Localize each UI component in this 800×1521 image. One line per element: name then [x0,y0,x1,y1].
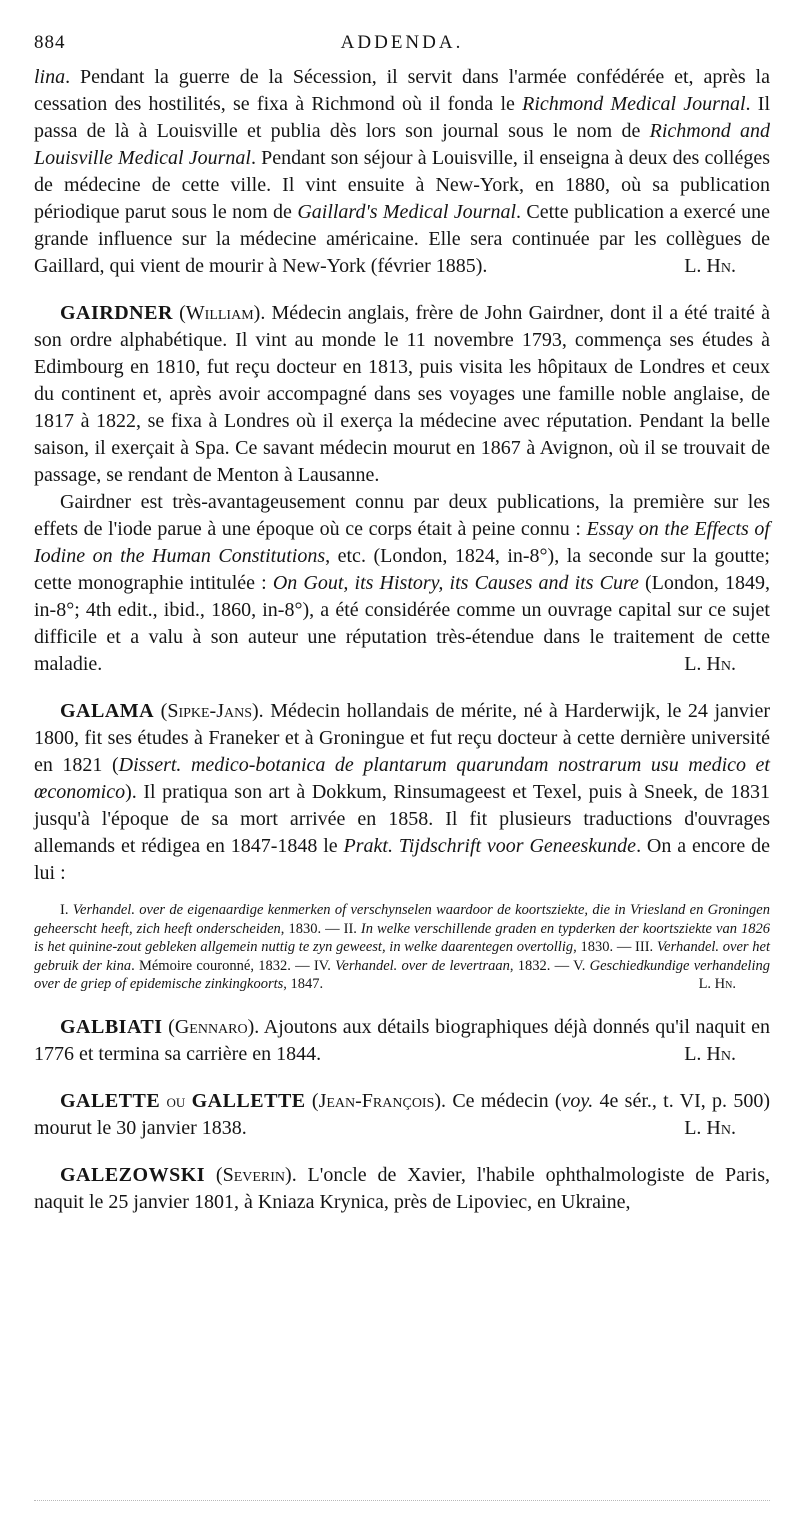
entry-forename: (Jean-François) [311,1089,442,1112]
journal-title: Gaillard's Medical Journal [297,201,517,223]
page-bottom-edge [34,1500,770,1502]
entry-headword-conjunction: ou [166,1090,186,1111]
book-title: On Gout, its History, its Causes and its Cure [272,572,639,594]
entry-forename: (Sipke-Jans) [160,700,259,722]
entry-forename: (William) [179,302,261,324]
dissertation-title: Dissert. medico-botanica de plantarum quarundam nostrarum usu medico et œconomico [34,754,770,803]
bibliography-title: Verhandel. over de levertraan [335,957,510,974]
bibliography-text: , 1847. [283,976,324,993]
cross-reference: voy. [561,1089,594,1112]
entry-gairdner-paragraph-2 [34,489,770,678]
entry-gairdner [34,300,770,489]
entry-text: . L'oncle de Xavier, l'habile ophthalmologiste de Paris, naquit le 25 janvier 1801, à Kniaza Krynica, près de Lipoviec, en Ukraine, [34,1163,771,1213]
entry-headword: GALEZOWSKI [60,1163,206,1186]
entry-galette [34,1088,770,1142]
bibliography-text: . Mémoire couronné, 1832. — IV. [131,957,336,974]
running-head: ADDENDA. [340,32,464,53]
entry-galama [34,698,770,887]
author-signature: L. Hn. [684,1116,736,1139]
author-signature: L. Hn. [684,1042,736,1065]
bibliography-title: Verhandel. over de eigenaardige kenmerken of verschynselen waardoor de koortsziekte, die in Vriesland en Groningen geheerscht heeft, zich heeft onderscheiden [34,902,770,937]
entry-text: . Cette publication a exercé une grande influence sur la médecine américaine. Elle sera continuée par les collègues de Gaillard, qui vient de mourir à New-York (février 1885). [34,201,771,277]
entry-text: Gairdner est très-avantageusement connu par deux publications, la première sur les effets de l'iode parue à une époque où ce corps était à peine connu : [34,491,770,540]
entry-text: . Médecin hollandais de mérite, né à Harderwijk, le 24 janvier 1800, fit ses études à Franeker et à Groningue et fut reçu docteur à cette dernière université en 1821 ( [34,700,770,776]
page-header [34,32,770,56]
entry-text: . Ajoutons aux détails biographiques déjà donnés qu'il naquit en 1776 et termina sa carrière en 1844. [34,1015,771,1065]
bibliography-text: , 1830. — III. [573,939,657,956]
bibliography-title: Geschiedkundige verhandeling over de griep of epidemische zinkingkoorts [34,957,770,993]
entry-text: . Pendant son séjour à Louisville, il enseigna à deux des colléges de médecine de cette ville. Il vint ensuite à New-York, en 1880, où sa publication périodique parut sous le nom de [34,147,770,223]
author-signature: L. Hn. [684,653,736,675]
bibliography-text: , 1832. — V. [509,957,590,974]
page-body [34,64,770,1216]
entry-text: 4e sér., t. VI, p. 500) mourut le 30 janvier 1838. [34,1089,771,1139]
entry-text: . Il passa de là à Louisville et publia dès lors son journal sous le nom de [34,93,770,142]
entry-headword: GALBIATI [60,1015,163,1038]
entry-forename: (Severin) [215,1163,292,1186]
entry-galbiati [34,1014,770,1068]
entry-gaillard-continued [34,64,770,280]
journal-title: Prakt. Tijdschrift voor Geneeskunde [343,835,637,857]
entry-text: , etc. (London, 1824, in-8°), la seconde sur la goutte; cette monographie intitulée : [34,545,770,594]
bibliography-text: I. [60,902,73,918]
bibliography-title: In welke verschillende graden en typderken der koortsziekte van 1826 is het quinine-zout gebleken allgemein nuttig te zyn geweest, in welke daarentegen overtollig [34,920,770,956]
entry-text: . On a encore de lui : [34,835,770,884]
entry-galezowski [34,1162,770,1216]
entry-headword-variant: GALLETTE [191,1089,306,1112]
entry-text: . Ce médecin ( [441,1089,562,1112]
entry-text: . Pendant la guerre de la Sécession, il servit dans l'armée confédérée et, après la cessation des hostilités, se fixa à Richmond où il fonda le [34,66,770,115]
bibliography-galama [34,901,770,994]
entry-text: (London, 1849, in-8°; 4th edit., ibid., 1860, in-8°), a été considérée comme un ouvrage capital sur ce sujet difficile et a valu à son auteur une réputation très-étendue dans le traitement de cette maladie. [34,572,770,675]
entry-headword: GALETTE [60,1089,161,1112]
entry-text: . Médecin anglais, frère de John Gairdner, dont il a été traité à son ordre alphabétique. Il vint au monde le 11 novembre 1793, commença ses études à Edimbourg en 1810, fut reçu docteur en 1813, puis visita les hôpitaux de Londres et ceux du continent et, après avoir accompagné dans ses voyages une famille noble anglaise, de 1817 à 1822, se fixa à Londres où il exerça la médecine avec réputation. Pendant la belle saison, il exerçait à Spa. Ce savant médecin mourut en 1867 à Avignon, où il se trouvait de passage, se rendant de Menton à Lausanne. [34,302,771,486]
author-signature: L. Hn. [698,976,736,993]
entry-forename: (Gennaro) [168,1015,255,1038]
journal-title: Richmond and Louisville Medical Journal [34,120,771,169]
book-title: Essay on the Effects of Iodine on the Human Constitutions [34,518,770,567]
bibliography-text: , 1830. — II. [280,920,361,937]
bibliography-title: Verhandel. over het gebruik der kina [34,939,770,974]
entry-text-italic: lina [34,66,66,88]
journal-title: Richmond Medical Journal [522,93,746,115]
entry-headword: GALAMA [60,700,155,722]
author-signature: L. Hn. [684,255,736,277]
entry-headword: GAIRDNER [60,302,173,324]
page-number: 884 [34,32,66,53]
entry-text: ). Il pratiqua son art à Dokkum, Rinsumageest et Texel, puis à Sneek, de 1831 jusqu'à l'époque de sa mort arrivée en 1858. Il fit plusieurs traductions d'ouvrages allemands et rédigea en 1847-1848 le [34,781,770,857]
